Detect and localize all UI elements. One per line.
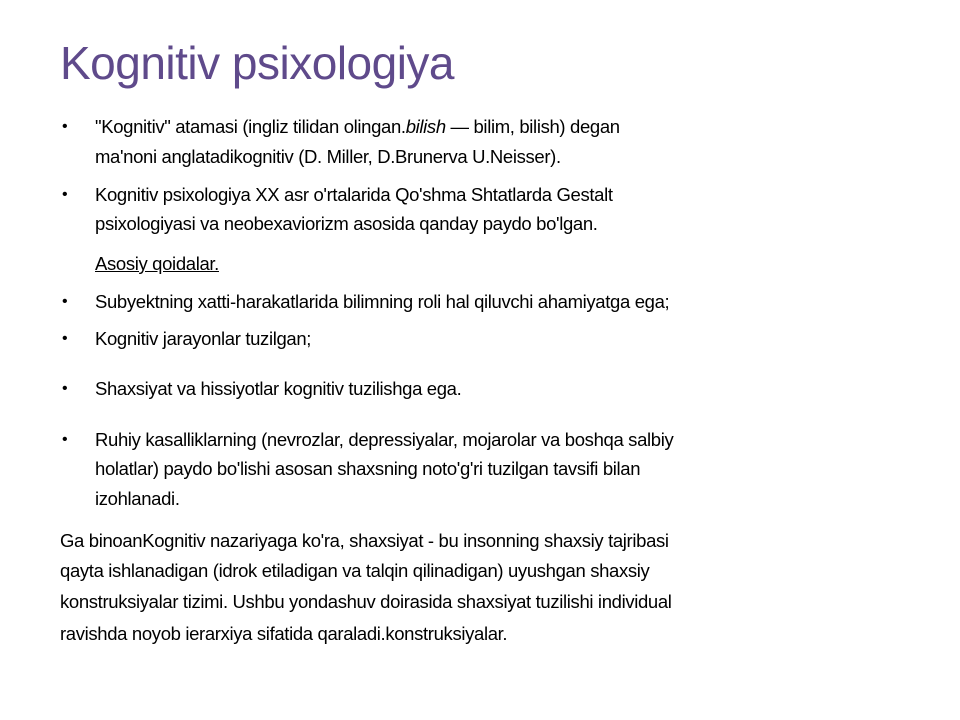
paragraph-line-1: Ga binoanKognitiv nazariyaga ko'ra, shaxsiyat - bu insonning shaxsiy tajribasi [60, 530, 669, 551]
rule-4-line-2: holatlar) paydo bo'lishi asosan shaxsning noto'g'ri tuzilgan tavsifi bilan [95, 458, 641, 479]
text: "Kognitiv" atamasi (ingliz tilidan olingan. [95, 116, 406, 137]
bullet-icon: • [62, 293, 68, 310]
paragraph-line-2: qayta ishlanadigan (idrok etiladigan va talqin qilinadigan) uyushgan shaxsiy [60, 560, 650, 581]
subheading [95, 253, 219, 275]
rule-4-line-1: Ruhiy kasalliklarning (nevrozlar, depressiyalar, mojarolar va boshqa salbiy [95, 429, 674, 450]
italic-term: bilish [405, 116, 446, 137]
bullet-icon: • [62, 330, 68, 347]
slide-title: Kognitiv psixologiya [60, 37, 455, 89]
rule-3: Shaxsiyat va hissiyotlar kognitiv tuzilishga ega. [95, 378, 462, 399]
bullet-2-line-1: Kognitiv psixologiya XX asr o'rtalarida Qo'shma Shtatlarda Gestalt [95, 184, 613, 205]
bullet-2-line-2: psixologiyasi va neobexaviorizm asosida qanday paydo bo'lgan. [95, 213, 598, 234]
subheading-text: Asosiy qoidalar. [95, 253, 219, 274]
bullet-icon: • [62, 431, 68, 448]
bullet-icon: • [62, 186, 68, 203]
rule-4-line-3: izohlanadi. [95, 488, 180, 509]
bullet-1-line-2: ma'noni anglatadikognitiv (D. Miller, D.Brunerva U.Neisser). [95, 146, 561, 167]
paragraph-line-4: ravishda noyob ierarxiya sifatida qaraladi.konstruksiyalar. [60, 623, 508, 644]
bullet-1-line-1 [95, 116, 620, 138]
rule-1: Subyektning xatti-harakatlarida bilimning roli hal qiluvchi ahamiyatga ega; [95, 291, 670, 312]
text: — bilim, bilish) degan [445, 116, 620, 137]
rule-2: Kognitiv jarayonlar tuzilgan; [95, 328, 312, 349]
paragraph-line-3: konstruksiyalar tizimi. Ushbu yondashuv doirasida shaxsiyat tuzilishi individual [60, 591, 672, 612]
bullet-icon: • [62, 118, 68, 135]
bullet-icon: • [62, 380, 68, 397]
